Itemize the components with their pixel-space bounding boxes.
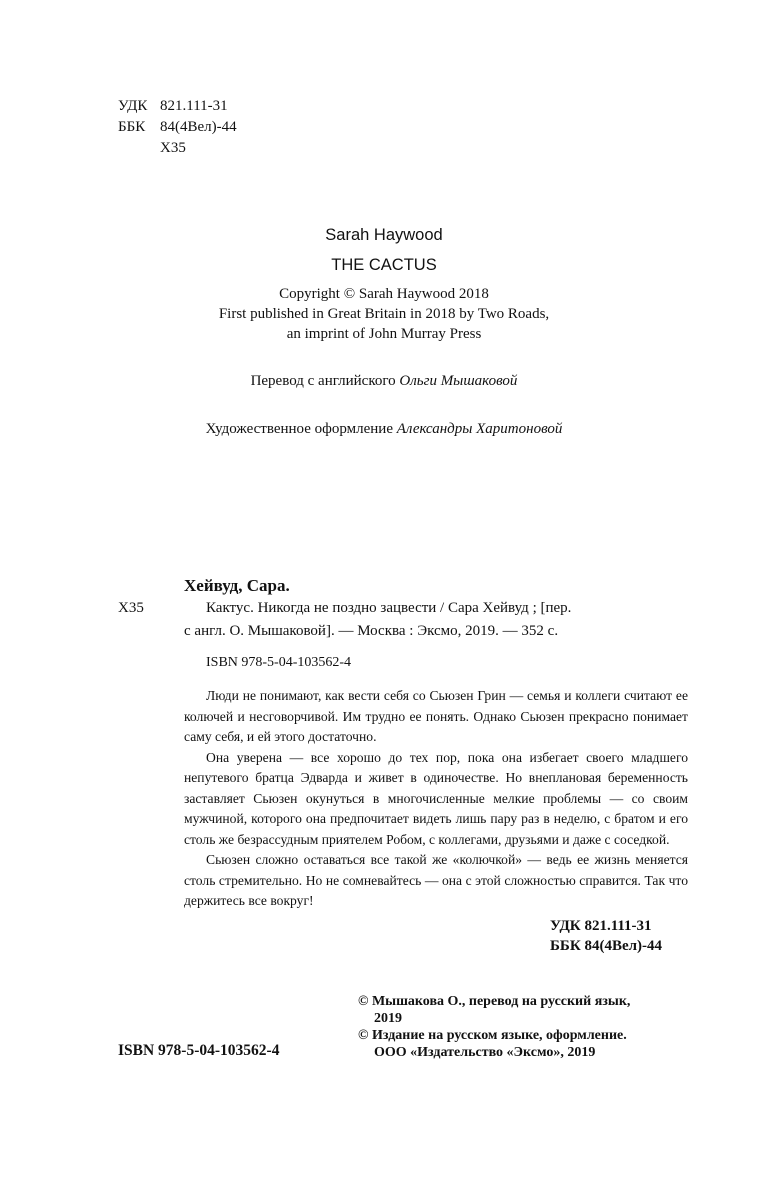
footer-isbn: ISBN 978-5-04-103562-4 (118, 1042, 280, 1059)
translator-name: Ольги Мышаковой (399, 373, 518, 389)
footer-copyright-translation-2: 2019 (374, 1011, 402, 1026)
footer-copyright-translation-1: © Мышакова О., перевод на русский язык, (358, 994, 631, 1009)
annotation (184, 686, 688, 912)
udk-line (118, 98, 228, 115)
catalog-mark: Х35 (118, 600, 144, 616)
bbk-line (118, 119, 237, 136)
catalog-entry-line-2: с англ. О. Мышаковой]. — Москва : Эксмо, 2019. — 352 с. (184, 623, 559, 639)
design-prefix: Художественное оформление (205, 421, 393, 437)
bbk-value: 84(4Вел)-44 (160, 119, 237, 135)
catalog-heading: Хейвуд, Сара. (184, 576, 290, 595)
author-mark: Х35 (160, 140, 186, 156)
annotation-paragraph: Она уверена — все хорошо до тех пор, пока она избегает своего младшего непутевого братца Эдварда и живет в одиночестве. Но внеплановая беременность заставляет Сьюзен окунуться в многочисленные мелкие проблемы — со своим мужчиной, которого она предпочитает видеть лишь пару раз в неделю, с братом и его столь же безрассудным приятелем Робом, с коллегами, друзьями и даже с соседкой. (184, 749, 688, 847)
copyright-line-3: an imprint of John Murray Press (286, 326, 482, 342)
bottom-bbk: ББК 84(4Вел)-44 (550, 938, 663, 954)
designer-name: Александры Харитоновой (396, 421, 563, 437)
footer-copyright-edition-1: © Издание на русском языке, оформление. (358, 1028, 627, 1043)
copyright-line-1: Copyright © Sarah Haywood 2018 (279, 286, 489, 302)
annotation-paragraph: Сьюзен сложно оставаться все такой же «колючкой» — ведь ее жизнь меняется столь стремительно. Но не сомневайтесь — она с этой сложностью справится. Так что держитесь все вокруг! (184, 852, 688, 908)
annotation-paragraph: Люди не понимают, как вести себя со Сьюзен Грин — семья и коллеги считают ее колючей и несговорчивой. Им трудно ее понять. Однако Сьюзен прекрасно понимает саму себя, и ей этого достаточно. (184, 688, 688, 744)
catalog-isbn: ISBN 978-5-04-103562-4 (206, 655, 352, 670)
original-author: Sarah Haywood (325, 226, 443, 244)
original-title: THE CACTUS (331, 256, 437, 274)
bottom-udk: УДК 821.111-31 (550, 918, 652, 934)
design-credit (0, 421, 768, 438)
udk-label: УДК (118, 98, 148, 114)
translation-credit (0, 373, 768, 390)
bbk-label: ББК (118, 119, 146, 135)
translation-prefix: Перевод с английского (250, 373, 396, 389)
udk-value: 821.111-31 (160, 98, 228, 114)
catalog-entry-line-1: Кактус. Никогда не поздно зацвести / Сара Хейвуд ; [пер. (206, 600, 572, 616)
footer-copyright-edition-2: ООО «Издательство «Эксмо», 2019 (374, 1045, 596, 1060)
copyright-line-2: First published in Great Britain in 2018 by Two Roads, (218, 306, 550, 322)
